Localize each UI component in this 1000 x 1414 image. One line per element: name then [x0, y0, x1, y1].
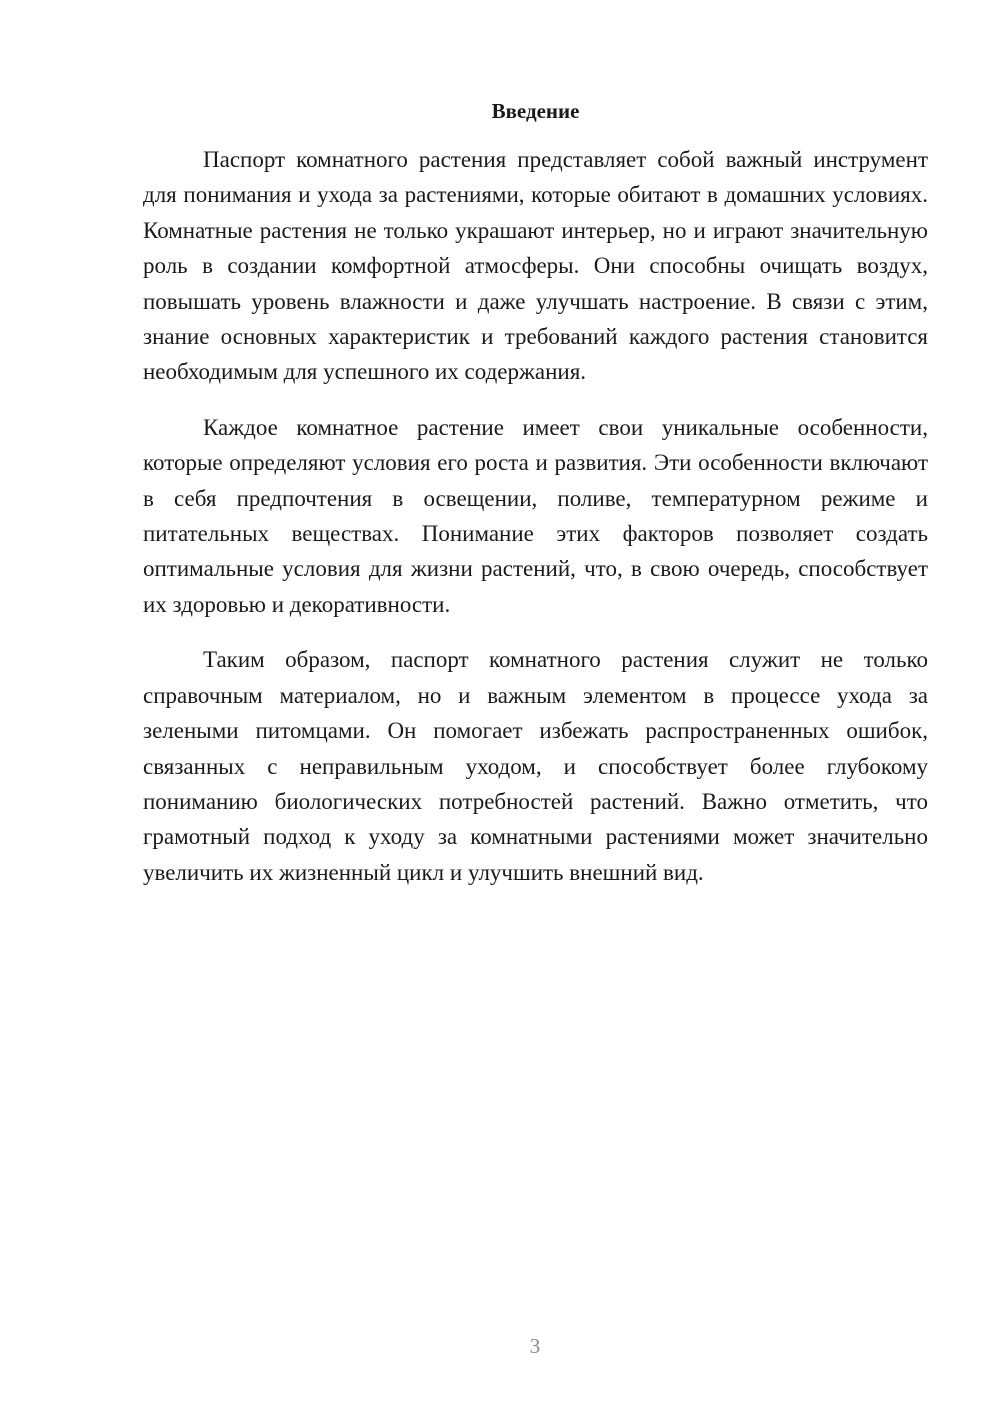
page-number: 3 — [529, 1334, 541, 1358]
page-content — [143, 94, 928, 890]
section-title: Введение — [491, 99, 580, 123]
paragraph-1: Паспорт комнатного растения представляет собой важный инструмент для понимания и ухода за растениями, которые обитают в домашних условиях. Комнатные растения не только украшают интерьер, но и играют значительную роль в создании комфортной атмосферы. Они способны очищать воздух, повышать уровень влажности и даже улучшать настроение. В связи с этим, знание основных характеристик и требований каждого растения становится необходимым для успешного их содержания. — [143, 147, 928, 385]
paragraph-2: Каждое комнатное растение имеет свои уникальные особенности, которые определяют условия его роста и развития. Эти особенности включают в себя предпочтения в освещении, поливе, температурном режиме и питательных веществах. Понимание этих факторов позволяет создать оптимальные условия для жизни растений, что, в свою очередь, способствует их здоровью и декоративности. — [143, 414, 928, 617]
paragraph-3: Таким образом, паспорт комнатного растения служит не только справочным материалом, но и важным элементом в процессе ухода за зелеными питомцами. Он помогает избежать распространенных ошибок, связанных с неправильным уходом, и способствует более глубокому пониманию биологических потребностей растений. Важно отметить, что грамотный подход к уходу за комнатными растениями может значительно увеличить их жизненный цикл и улучшить внешний вид. — [143, 647, 928, 885]
